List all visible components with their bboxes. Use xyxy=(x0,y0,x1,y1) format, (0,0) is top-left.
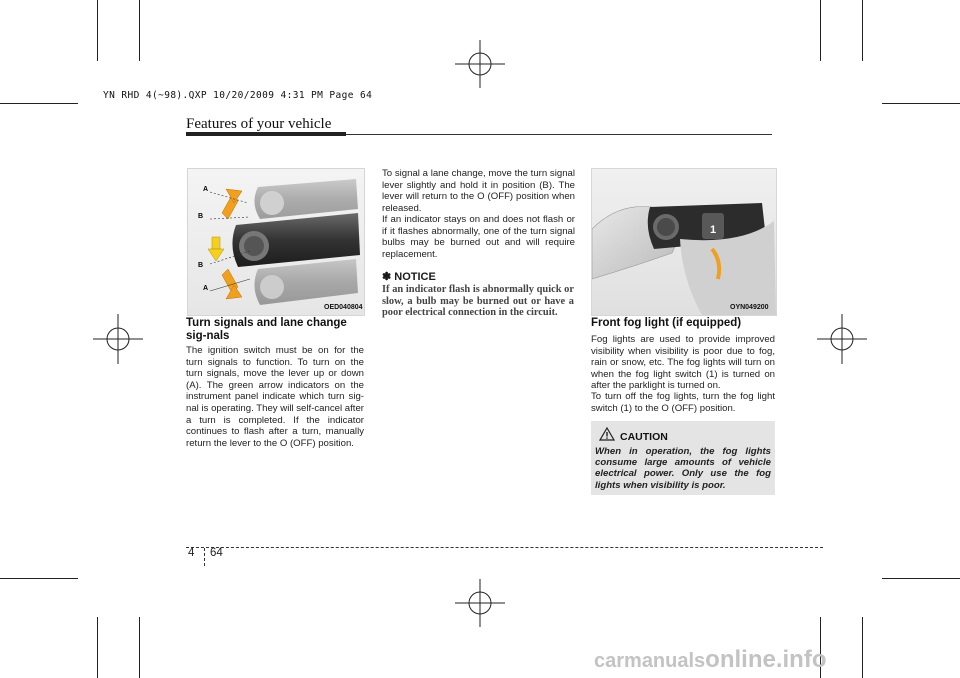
section-title: Features of your vehicle xyxy=(186,116,332,132)
turn-signal-lever-illustration xyxy=(187,168,365,316)
down-turn-arrow-icon xyxy=(222,269,242,299)
header-rule-thick xyxy=(186,132,346,136)
up-arrow-icon xyxy=(222,189,242,219)
footer-rule xyxy=(186,547,823,548)
registration-target-icon xyxy=(455,579,505,627)
lane-change-paragraph: To signal a lane change, move the turn signal lever slightly and hold it in position (B). The lever will return to the O (OFF) position when released. xyxy=(382,168,575,214)
switch-label: 1 xyxy=(710,224,717,236)
print-slug: YN RHD 4(~98).QXP 10/20/2009 4:31 PM Page 64 xyxy=(103,90,373,101)
footer-divider xyxy=(204,548,205,566)
page-number: 64 xyxy=(210,547,223,559)
label-a-bottom: A xyxy=(203,285,209,292)
figure-code: OED040804 xyxy=(324,304,363,311)
registration-target-icon xyxy=(455,40,505,88)
figure-code: OYN049200 xyxy=(730,304,769,311)
notice-body: If an indicator flash is abnormally quick or slow, a bulb may be burned out or have a poor electrical connection in the circuit. xyxy=(382,284,574,319)
notice-title: ✽ NOTICE xyxy=(382,271,436,283)
fog-light-switch-illustration xyxy=(591,168,777,316)
indicator-paragraph: If an indicator stays on and does not flash or if it flashes abnormally, one of the turn signal bulbs may be burned out and will require replacement. xyxy=(382,214,575,260)
down-arrow-icon xyxy=(208,237,224,261)
turn-signals-heading: Turn signals and lane change sig-nals xyxy=(186,317,347,342)
label-a-top: A xyxy=(203,186,209,193)
chapter-number: 4 xyxy=(188,547,195,559)
watermark-suffix: online.info xyxy=(705,646,827,673)
warning-triangle-icon xyxy=(599,427,615,441)
fog-light-off-paragraph: To turn off the fog lights, turn the fog light switch (1) to the O (OFF) position. xyxy=(591,391,775,414)
fog-light-paragraph: Fog lights are used to provide improved visibility when visibility is poor due to fog, rain or snow, etc. The fog lights will turn on when the fog light switch (1) is turned on after the parklight is turned on. xyxy=(591,334,775,392)
watermark-prefix: carmanuals xyxy=(594,650,706,672)
caution-body: When in operation, the fog lights consume large amounts of vehicle electrical power. Only use the fog lights when visibility is poor. xyxy=(595,446,771,491)
fog-light-heading: Front fog light (if equipped) xyxy=(591,317,742,329)
caution-title: CAUTION xyxy=(620,431,668,443)
header-rule-thin xyxy=(346,134,772,135)
registration-target-icon xyxy=(817,314,867,364)
label-b-top: B xyxy=(198,213,204,220)
registration-target-icon xyxy=(93,314,143,364)
label-b-bottom: B xyxy=(198,262,204,269)
turn-signals-body: The ignition switch must be on for the turn signals to function. To turn on the turn signals, move the lever up or down (A). The green arrow indicators on the instrument panel indicate which turn sig-nal is operating. They will self-cancel after a turn is completed. If the indicator continues to flash after a turn, manually return the lever to the O (OFF) position. xyxy=(186,345,364,449)
watermark xyxy=(594,646,826,674)
